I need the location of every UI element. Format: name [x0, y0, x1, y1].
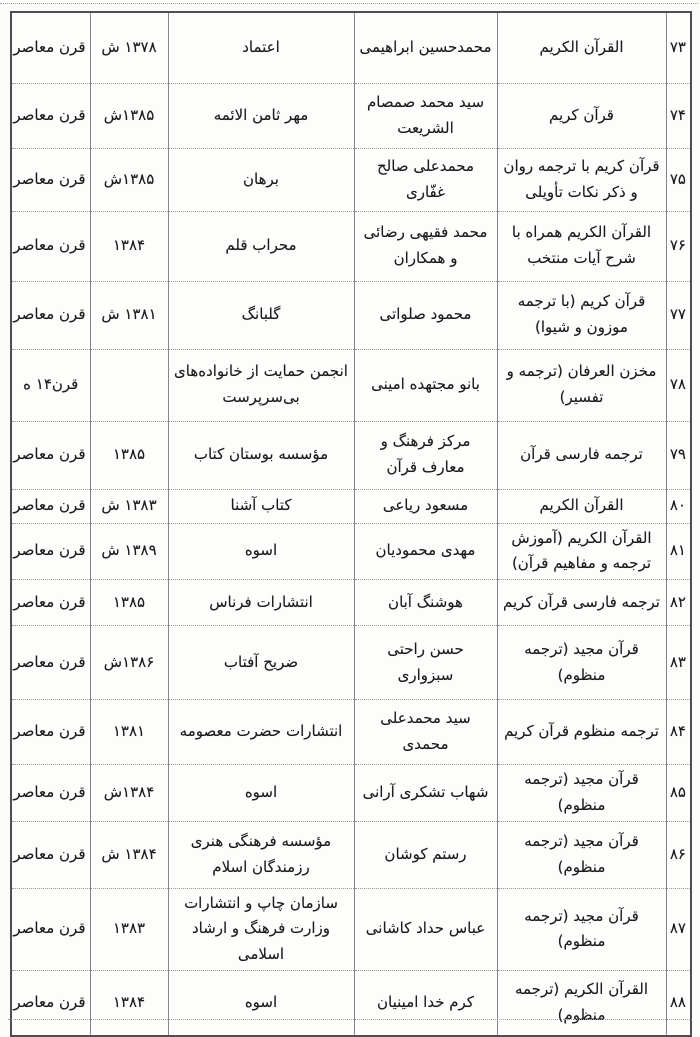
table-row [11, 83, 691, 148]
cell-row-number: ۷۵ [666, 148, 691, 211]
cell-publisher: سازمان چاپ و انتشارات وزارت فرهنگ و ارشاد اسلامی [168, 888, 354, 970]
cell-title: قرآن مجید (ترجمه منظوم) [497, 626, 666, 700]
cell-publisher: انتشارات حضرت معصومه [168, 700, 354, 765]
cell-year: ۱۳۸۳ ش [90, 489, 168, 523]
cell-year: ۱۳۸۳ [90, 888, 168, 970]
table-row [11, 12, 691, 83]
cell-year: ۱۳۸۴ش [90, 765, 168, 822]
table-row [11, 523, 691, 580]
table-body [11, 12, 691, 1036]
cell-year: ۱۳۸۵ [90, 580, 168, 626]
cell-author: هوشنگ آبان [354, 580, 497, 626]
table-row [11, 281, 691, 349]
table-row [11, 700, 691, 765]
cell-era: قرن معاصر [11, 888, 90, 970]
cell-author: محمود صلواتی [354, 281, 497, 349]
cell-title: القرآن الکریم [497, 489, 666, 523]
cell-year: ۱۳۸۵ [90, 421, 168, 489]
table-row [11, 211, 691, 281]
cell-author: مرکز فرهنگ و معارف قرآن [354, 421, 497, 489]
cell-author: سید محمدعلی محمدی [354, 700, 497, 765]
cell-era: قرن معاصر [11, 489, 90, 523]
cell-row-number: ۸۳ [666, 626, 691, 700]
cell-author: شهاب تشکری آرانی [354, 765, 497, 822]
cell-title: قرآن مجید (ترجمه منظوم) [497, 888, 666, 970]
cell-era: قرن معاصر [11, 971, 90, 1036]
cell-publisher: محراب قلم [168, 211, 354, 281]
cell-publisher: انجمن حمایت از خانواده‌های بی‌سرپرست [168, 349, 354, 421]
cell-era: قرن معاصر [11, 281, 90, 349]
cell-year: ۱۳۸۱ [90, 700, 168, 765]
cell-author: عباس حداد کاشانی [354, 888, 497, 970]
cell-era: قرن معاصر [11, 83, 90, 148]
scan-artifact-bottom-line [8, 1019, 692, 1020]
cell-year: ۱۳۸۱ ش [90, 281, 168, 349]
cell-author: کرم خدا امینیان [354, 971, 497, 1036]
cell-author: مهدی محمودیان [354, 523, 497, 580]
cell-year: ۱۳۸۴ [90, 971, 168, 1036]
table-row [11, 626, 691, 700]
cell-era: قرن معاصر [11, 421, 90, 489]
table-row [11, 349, 691, 421]
cell-author: رستم کوشان [354, 821, 497, 888]
cell-year: ۱۳۸۹ ش [90, 523, 168, 580]
table-row [11, 489, 691, 523]
table-row [11, 765, 691, 822]
cell-era: قرن معاصر [11, 626, 90, 700]
cell-author: محمدعلی صالح غفّاری [354, 148, 497, 211]
cell-row-number: ۸۵ [666, 765, 691, 822]
cell-publisher: اعتماد [168, 12, 354, 83]
cell-row-number: ۸۴ [666, 700, 691, 765]
cell-year: ۱۳۸۴ [90, 211, 168, 281]
cell-title: قرآن کریم [497, 83, 666, 148]
cell-era: قرن معاصر [11, 523, 90, 580]
cell-title: ترجمه منظوم قرآن کریم [497, 700, 666, 765]
cell-publisher: اسوه [168, 971, 354, 1036]
cell-title: قرآن کریم با ترجمه روان و ذکر نکات تأویلی [497, 148, 666, 211]
cell-title: ترجمه فارسی قرآن کریم [497, 580, 666, 626]
table-row [11, 580, 691, 626]
cell-row-number: ۷۴ [666, 83, 691, 148]
scan-artifact-top-line [0, 3, 698, 4]
cell-title: ترجمه فارسی قرآن [497, 421, 666, 489]
cell-title: قرآن کریم (با ترجمه موزون و شیوا) [497, 281, 666, 349]
cell-author: محمد فقیهی رضائی و همکاران [354, 211, 497, 281]
cell-title: قرآن مجید (ترجمه منظوم) [497, 821, 666, 888]
cell-row-number: ۸۷ [666, 888, 691, 970]
cell-row-number: ۷۹ [666, 421, 691, 489]
cell-publisher: برهان [168, 148, 354, 211]
cell-publisher: اسوه [168, 523, 354, 580]
cell-era: قرن معاصر [11, 148, 90, 211]
cell-publisher: مؤسسه بوستان کتاب [168, 421, 354, 489]
table-row [11, 888, 691, 970]
cell-era: قرن۱۴ ه [11, 349, 90, 421]
cell-publisher: مؤسسه فرهنگی هنری رزمندگان اسلام [168, 821, 354, 888]
table-row [11, 971, 691, 1036]
cell-row-number: ۷۶ [666, 211, 691, 281]
cell-author: سید محمد صمصام الشریعت [354, 83, 497, 148]
cell-era: قرن معاصر [11, 211, 90, 281]
cell-author: مسعود ریاعی [354, 489, 497, 523]
cell-author: حسن راحتی سبزواری [354, 626, 497, 700]
cell-year: ۱۳۸۴ ش [90, 821, 168, 888]
cell-row-number: ۸۰ [666, 489, 691, 523]
cell-title: القرآن الکریم (ترجمه منظوم) [497, 971, 666, 1036]
cell-publisher: مهر ثامن الائمه [168, 83, 354, 148]
cell-year: ۱۳۸۵ش [90, 148, 168, 211]
cell-row-number: ۷۷ [666, 281, 691, 349]
cell-year: ۱۳۸۵ش [90, 83, 168, 148]
cell-publisher: انتشارات فرناس [168, 580, 354, 626]
cell-title: القرآن الکریم همراه با شرح آیات منتخب [497, 211, 666, 281]
cell-title: مخزن العرفان (ترجمه و تفسیر) [497, 349, 666, 421]
cell-row-number: ۷۳ [666, 12, 691, 83]
cell-publisher: اسوه [168, 765, 354, 822]
cell-era: قرن معاصر [11, 700, 90, 765]
cell-row-number: ۸۸ [666, 971, 691, 1036]
cell-title: القرآن الکریم [497, 12, 666, 83]
cell-era: قرن معاصر [11, 765, 90, 822]
cell-publisher: گلبانگ [168, 281, 354, 349]
cell-publisher: ضریح آفتاب [168, 626, 354, 700]
cell-author: محمدحسین ابراهیمی [354, 12, 497, 83]
table-row [11, 821, 691, 888]
cell-row-number: ۸۶ [666, 821, 691, 888]
cell-row-number: ۷۸ [666, 349, 691, 421]
cell-era: قرن معاصر [11, 12, 90, 83]
cell-publisher: کتاب آشنا [168, 489, 354, 523]
cell-title: القرآن الکریم (آموزش ترجمه و مفاهیم قرآن) [497, 523, 666, 580]
cell-title: قرآن مجید (ترجمه منظوم) [497, 765, 666, 822]
cell-year: ۱۳۸۶ش [90, 626, 168, 700]
cell-year [90, 349, 168, 421]
cell-era: قرن معاصر [11, 821, 90, 888]
cell-era: قرن معاصر [11, 580, 90, 626]
cell-author: بانو مجتهده امینی [354, 349, 497, 421]
cell-year: ۱۳۷۸ ش [90, 12, 168, 83]
bibliography-table [10, 11, 692, 1037]
cell-row-number: ۸۲ [666, 580, 691, 626]
table-row [11, 421, 691, 489]
cell-row-number: ۸۱ [666, 523, 691, 580]
table-row [11, 148, 691, 211]
